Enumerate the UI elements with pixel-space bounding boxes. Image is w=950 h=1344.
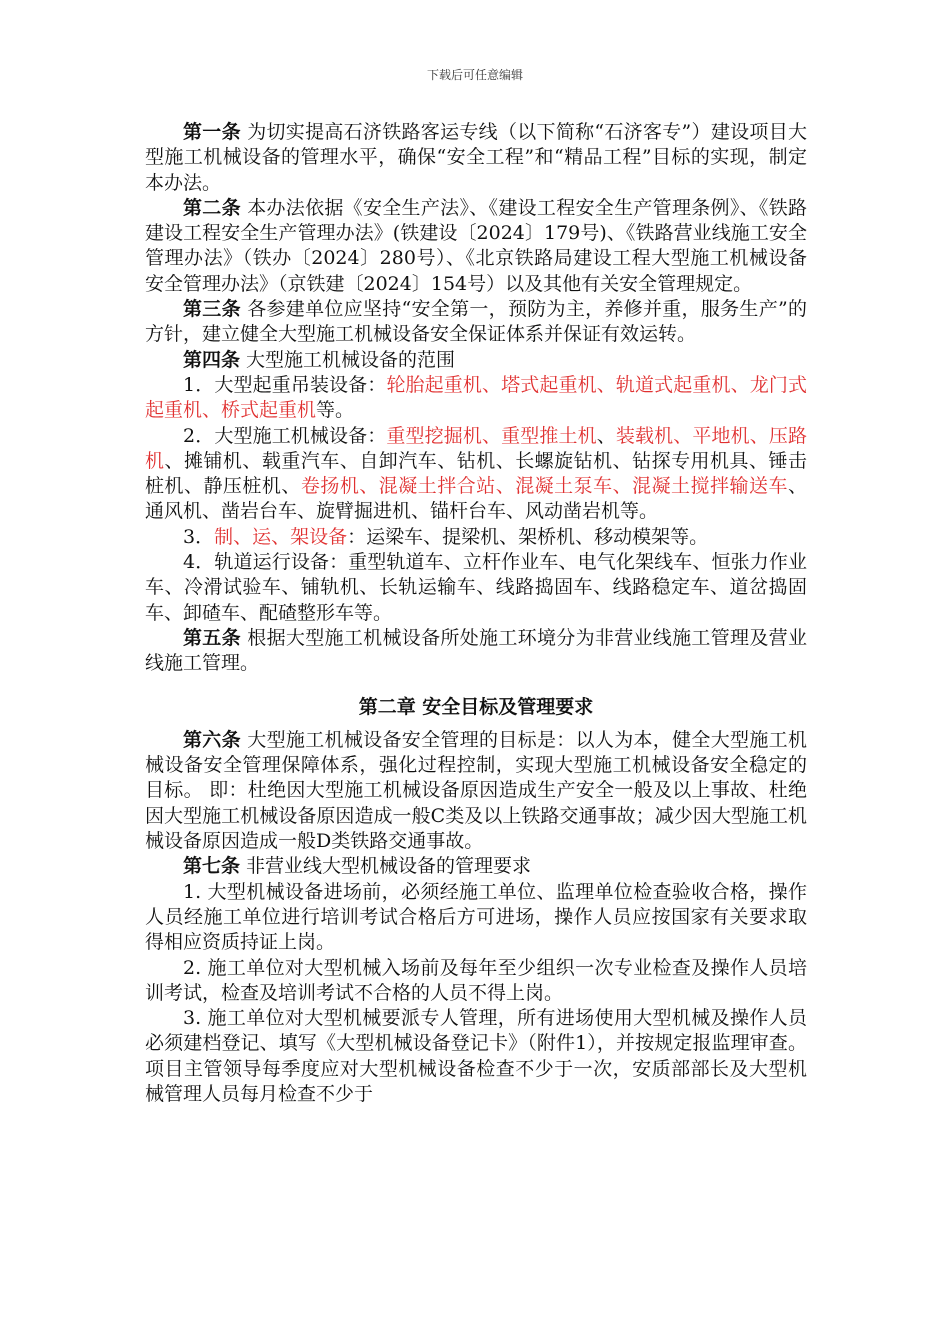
highlighted-text: 卷扬机、混凝土拌合站、混凝土泵车、混凝土搅拌输送车 — [300, 475, 788, 498]
list-item-lifting-equipment — [145, 373, 807, 424]
article-text: 大型施工机械设备的范围 — [240, 348, 456, 371]
article-label: 第七条 — [183, 855, 241, 878]
list-item-entry-inspection: 1. 大型机械设备进场前，必须经施工单位、监理单位检查验收合格，操作人员经施工单位进行培训考试合格后方可进场，操作人员应按国家有关要求取得相应资质持证上岗。 — [145, 880, 807, 954]
list-item-annual-check: 2. 施工单位对大型机械入场前及每年至少组织一次专业检查及操作人员培训考试，检查及培训考试不合格的人员不得上岗。 — [145, 956, 807, 1004]
article-text: 大型施工机械设备安全管理的目标是：以人为本，健全大型施工机械设备安全管理保障体系，强化过程控制，实现大型施工机械设备安全稳定的目标。 即：杜绝因大型施工机械设备原因造成生产安全一般及以上事故、杜绝因大型施工机械设备原因造成一般C类及以上铁路交通事故；减少因大型施工机械设备原因造成一般D类铁路交通事故。 — [145, 728, 807, 853]
list-item-dedicated-management: 3. 施工单位对大型机械要派专人管理，所有进场使用大型机械及操作人员必须建档登记、填写《大型机械设备登记卡》（附件1），并按规定报监理审查。项目主管领导每季度应对大型机械设备检查不少于一次，安质部部长及大型机械管理人员每月检查不少于 — [145, 1007, 807, 1105]
article-6 — [145, 728, 807, 854]
article-label: 第三条 — [183, 298, 241, 321]
article-3 — [145, 297, 807, 348]
item-tail: ：运梁车、提梁机、架桥机、移动模架等。 — [347, 525, 709, 548]
item-text: 、摊铺机、载重汽车、自卸汽车、钻机、长螺旋钻机、钻探专用机具、锤击桩机、静压桩机、 — [145, 449, 807, 498]
article-text: 各参建单位应坚持“安全第一，预防为主，养修并重，服务生产”的方针，建立健全大型施工机械设备安全保证体系并保证有效运转。 — [145, 298, 807, 346]
page-header: 下载后可任意编辑 — [426, 68, 523, 82]
item-tail: 等。 — [316, 399, 355, 422]
highlighted-text: 重型挖掘机、重型推土机 — [386, 424, 597, 447]
item-text: 、通风机、凿岩台车、旋臂掘进机、锚杆台车、风动凿岩机等。 — [145, 475, 807, 523]
article-5 — [145, 626, 807, 677]
article-label: 第六条 — [183, 728, 241, 751]
highlighted-text: 制、运、架设备 — [214, 525, 348, 548]
article-1 — [145, 120, 807, 196]
chapter-heading: 第二章 安全目标及管理要求 — [358, 695, 594, 718]
article-7 — [145, 854, 807, 879]
highlighted-text: 轮胎起重机、塔式起重机、轨道式起重机、龙门式起重机、桥式起重机 — [145, 373, 807, 422]
item-lead: 3． — [183, 525, 215, 548]
article-label: 第五条 — [183, 626, 241, 649]
list-item-construction-machinery — [145, 424, 807, 525]
article-text: 非营业线大型机械设备的管理要求 — [240, 855, 532, 878]
highlighted-text: 装载机、平地机、压路机 — [145, 424, 807, 472]
article-text: 本办法依据《安全生产法》、《建设工程安全生产管理条例》、《铁路建设工程安全生产管理办法》(铁建设〔2024〕179号)、《铁路营业线施工安全管理办法》（铁办〔2024〕280号）、《北京铁路局建设工程大型施工机械设备安全管理办法》（京铁建〔2024〕154号）以及其他有关安全管理规定。 — [145, 196, 807, 295]
item-lead: 2．大型施工机械设备： — [183, 424, 387, 447]
list-item-bridge-equipment — [145, 525, 807, 550]
article-2 — [145, 196, 807, 297]
article-text: 为切实提高石济铁路客运专线（以下简称“石济客专”）建设项目大型施工机械设备的管理水平，确保“安全工程”和“精品工程”目标的实现，制定本办法。 — [145, 121, 807, 194]
item-text: 、 — [596, 424, 616, 447]
article-label: 第二条 — [183, 196, 241, 219]
article-label: 第四条 — [183, 348, 241, 371]
article-text: 根据大型施工机械设备所处施工环境分为非营业线施工管理及营业线施工管理。 — [145, 626, 807, 675]
list-item-track-equipment: 4．轨道运行设备：重型轨道车、立杆作业车、电气化架线车、恒张力作业车、冷滑试验车、铺轨机、长轨运输车、线路捣固车、线路稳定车、道岔捣固车、卸碴车、配碴整形车等。 — [145, 551, 807, 624]
article-label: 第一条 — [183, 121, 241, 143]
document-body — [145, 120, 807, 1107]
article-4 — [145, 348, 807, 373]
item-lead: 1．大型起重吊装设备： — [183, 373, 387, 396]
